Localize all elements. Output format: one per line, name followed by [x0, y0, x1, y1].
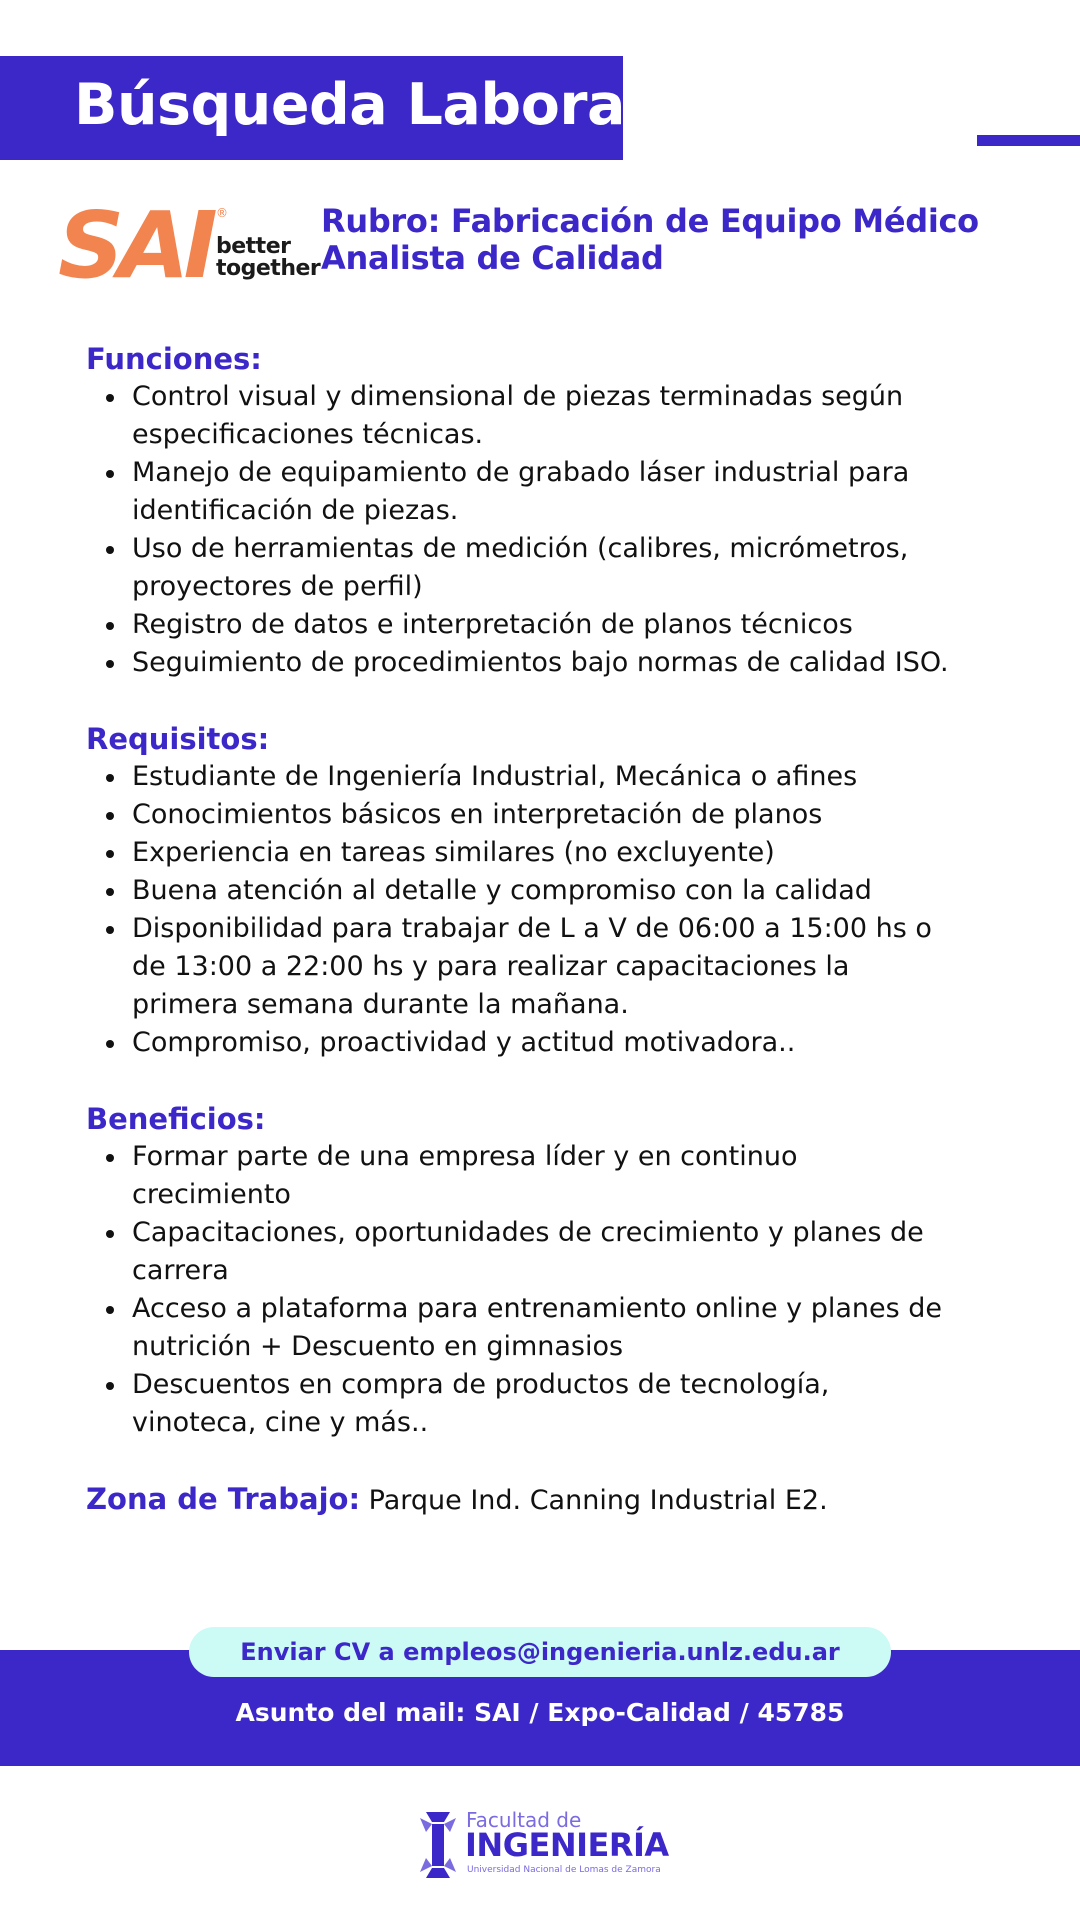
ingenieria-emblem-icon: [418, 1812, 458, 1878]
list-item: Acceso a plataforma para entrenamiento online y planes de nutrición + Descuento en gimnasios: [86, 1290, 956, 1366]
funciones-title: Funciones:: [86, 342, 262, 376]
list-item: Control visual y dimensional de piezas terminadas según especificaciones técnicas.: [86, 378, 956, 454]
list-item: Estudiante de Ingeniería Industrial, Mecánica o afines: [86, 758, 956, 796]
list-item: Uso de herramientas de medición (calibres, micrómetros, proyectores de perfil): [86, 530, 956, 606]
facultad-line3: Universidad Nacional de Lomas de Zamora: [467, 1865, 661, 1875]
beneficios-list: [86, 1138, 956, 1442]
list-item: Compromiso, proactividad y actitud motivadora..: [86, 1024, 956, 1062]
tagline-line2: together: [216, 256, 321, 281]
list-item: Capacitaciones, oportunidades de crecimiento y planes de carrera: [86, 1214, 956, 1290]
list-item: Conocimientos básicos en interpretación de planos: [86, 796, 956, 834]
job-header: [321, 203, 979, 277]
sai-logo: [58, 192, 321, 299]
industry-line: Rubro: Fabricación de Equipo Médico: [321, 202, 979, 240]
facultad-logo: [418, 1808, 678, 1888]
beneficios-title: Beneficios:: [86, 1102, 266, 1136]
decorative-line: [977, 135, 1080, 146]
list-item: Formar parte de una empresa líder y en continuo crecimiento: [86, 1138, 956, 1214]
registered-mark: ®: [216, 206, 228, 220]
list-item: Experiencia en tareas similares (no excluyente): [86, 834, 956, 872]
email-cta[interactable]: Enviar CV a empleos@ingenieria.unlz.edu.ar: [189, 1627, 891, 1677]
list-item: Disponibilidad para trabajar de L a V de 06:00 a 15:00 hs o de 13:00 a 22:00 hs y para realizar capacitaciones la primera semana durante la mañana.: [86, 910, 956, 1024]
facultad-line2: INGENIERÍA: [465, 1826, 669, 1864]
position-line: Analista de Calidad: [321, 239, 664, 277]
page-title: Búsqueda Laboral: [74, 72, 644, 138]
facultad-line1: Facultad de: [466, 1808, 582, 1832]
work-zone: [86, 1480, 986, 1520]
list-item: Buena atención al detalle y compromiso con la calidad: [86, 872, 956, 910]
mail-subject: Asunto del mail: SAI / Expo-Calidad / 45785: [235, 1698, 845, 1727]
sai-logo-text: SAI: [58, 192, 212, 299]
sai-tagline: [216, 236, 320, 280]
list-item: Registro de datos e interpretación de planos técnicos: [86, 606, 956, 644]
tagline-line1: better: [216, 234, 291, 259]
list-item: Manejo de equipamiento de grabado láser industrial para identificación de piezas.: [86, 454, 956, 530]
requisitos-title: Requisitos:: [86, 722, 270, 756]
list-item: Descuentos en compra de productos de tecnología, vinoteca, cine y más..: [86, 1366, 956, 1442]
list-item: Seguimiento de procedimientos bajo normas de calidad ISO.: [86, 644, 956, 682]
funciones-list: [86, 378, 956, 682]
work-zone-label: Zona de Trabajo:: [86, 1482, 361, 1516]
work-zone-value: Parque Ind. Canning Industrial E2.: [360, 1485, 828, 1516]
job-content: [86, 340, 986, 1520]
requisitos-list: [86, 758, 956, 1062]
